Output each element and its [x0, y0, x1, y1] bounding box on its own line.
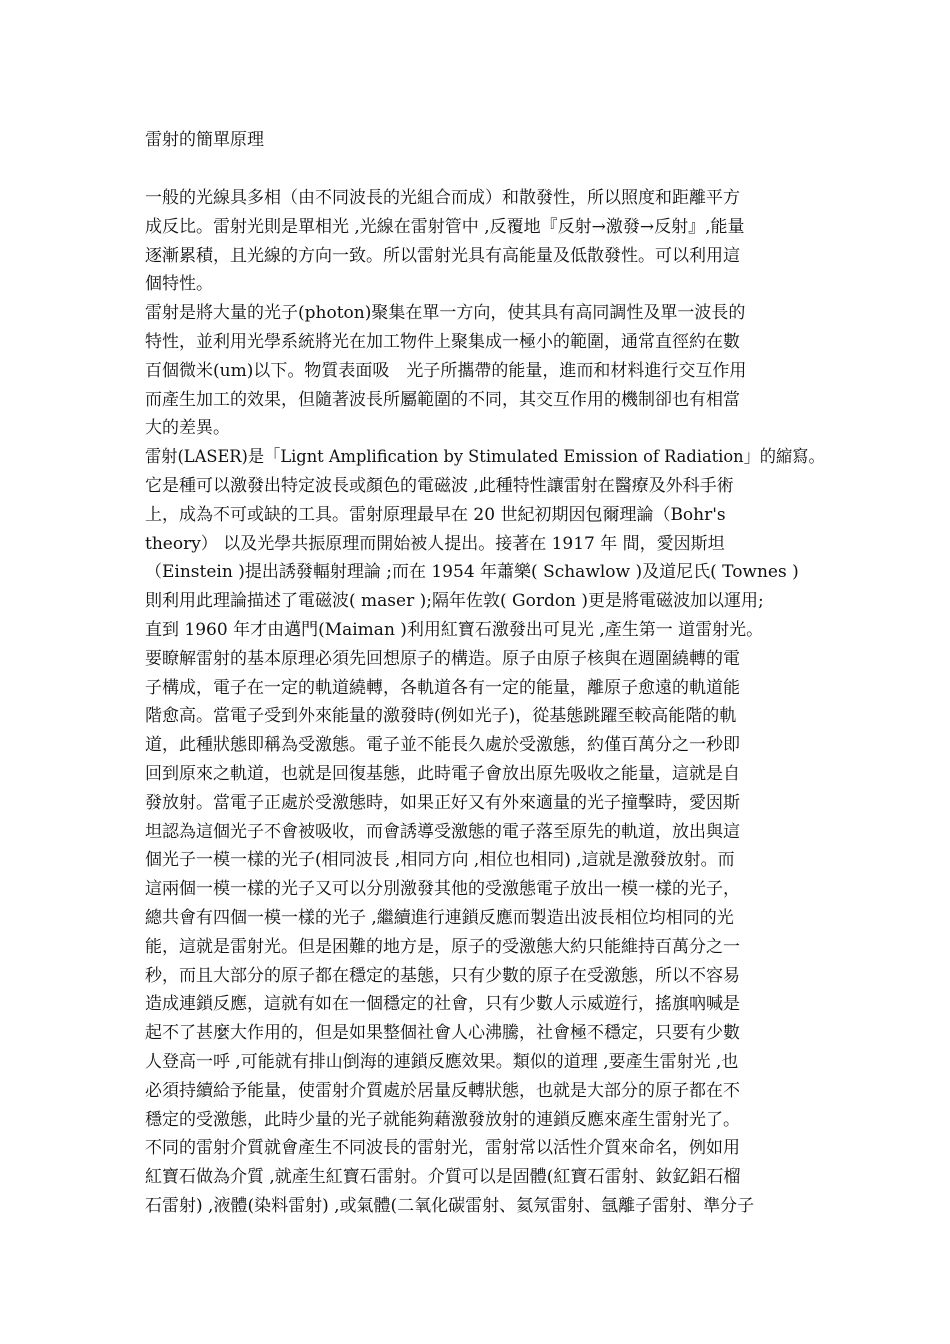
text-line: 起不了甚麼大作用的，但是如果整個社會人心沸騰，社會極不穩定，只要有少數	[145, 1023, 740, 1044]
text-line: 這兩個一模一樣的光子又可以分別激發其他的受激態電子放出一模一樣的光子，	[145, 879, 740, 900]
text-line: 人登高一呼 ,可能就有排山倒海的連鎖反應效果。類似的道理 ,要產生雷射光 ,也	[145, 1051, 739, 1072]
text-line: 總共會有四個一模一樣的光子 ,繼續進行連鎖反應而製造出波長相位均相同的光	[145, 907, 734, 928]
text-line: 子構成，電子在一定的軌道繞轉，各軌道各有一定的能量，離原子愈遠的軌道能	[145, 677, 740, 698]
text-line: 逐漸累積，且光線的方向一致。所以雷射光具有高能量及低散發性。可以利用這	[145, 245, 740, 266]
text-line: 發放射。當電子正處於受激態時，如果正好又有外來適量的光子撞擊時，愛因斯	[145, 792, 740, 813]
text-line: 則利用此理論描述了電磁波( maser );隔年佐敦( Gordon )更是將電磁波加以運用;	[145, 591, 764, 612]
text-line: 雷射是將大量的光子(photon)聚集在單一方向，使其具有高同調性及單一波長的	[145, 303, 746, 324]
text-line: 秒，而且大部分的原子都在穩定的基態，只有少數的原子在受激態，所以不容易	[145, 965, 740, 986]
text-line: 個光子一模一樣的光子(相同波長 ,相同方向 ,相位也相同) ,這就是激發放射。而	[145, 850, 735, 871]
text-line: 它是種可以激發出特定波長或顏色的電磁波 ,此種特性讓雷射在醫療及外科手術	[145, 475, 734, 496]
text-line: 個特性。	[145, 274, 213, 295]
text-line: 必須持續給予能量，使雷射介質處於居量反轉狀態，也就是大部分的原子都在不	[145, 1080, 740, 1101]
text-line: 不同的雷射介質就會產生不同波長的雷射光，雷射常以活性介質來命名，例如用	[145, 1138, 740, 1159]
text-line: 穩定的受激態，此時少量的光子就能夠藉激發放射的連鎖反應來產生雷射光了。	[145, 1109, 740, 1130]
text-line: 大的差異。	[145, 418, 230, 439]
document-text	[145, 184, 825, 1221]
text-line: 上，成為不可或缺的工具。雷射原理最早在 20 世紀初期因包爾理論（Bohr's	[145, 504, 726, 525]
text-line: 回到原來之軌道，也就是回復基態，此時電子會放出原先吸收之能量，這就是自	[145, 763, 740, 784]
text-line: 造成連鎖反應，這就有如在一個穩定的社會，只有少數人示威遊行，搖旗吶喊是	[145, 994, 740, 1015]
text-line: （Einstein )提出誘發輻射理論 ;而在 1954 年蕭樂( Schawlow )及道尼氏( Townes )	[145, 562, 799, 583]
text-line: theory） 以及光學共振原理而開始被人提出。接著在 1917 年 間，愛因斯坦	[145, 533, 725, 554]
text-line: 成反比。雷射光則是單相光 ,光線在雷射管中 ,反覆地『反射→激發→反射』,能量	[145, 216, 745, 237]
text-line: 一般的光線具多相（由不同波長的光組合而成）和散發性，所以照度和距離平方	[145, 188, 740, 208]
document-title: 雷射的簡單原理	[145, 130, 264, 150]
text-line: 階愈高。當電子受到外來能量的激發時(例如光子)，從基態跳躍至較高能階的軌	[145, 706, 737, 727]
text-line: 百個微米(um)以下。物質表面吸 光子所攜帶的能量，進而和材料進行交互作用	[145, 360, 747, 381]
text-line: 能，這就是雷射光。但是困難的地方是，原子的受激態大約只能維持百萬分之一	[145, 936, 740, 957]
text-line: 直到 1960 年才由邁門(Maiman )利用紅寶石激發出可見光 ,產生第一 道雷射光。	[145, 619, 764, 640]
text-line: 而產生加工的效果，但隨著波長所屬範圍的不同，其交互作用的機制卻也有相當	[145, 389, 740, 410]
text-line: 道，此種狀態即稱為受激態。電子並不能長久處於受激態，約僅百萬分之一秒即	[145, 735, 740, 756]
document-body	[145, 126, 825, 1221]
text-line: 坦認為這個光子不會被吸收，而會誘導受激態的電子落至原先的軌道，放出與這	[145, 821, 740, 842]
text-line: 石雷射) ,液體(染料雷射) ,或氣體(二氧化碳雷射、氦氖雷射、氬離子雷射、準分子	[145, 1195, 755, 1216]
text-line: 雷射(LASER)是「Lignt Amplification by Stimulated Emission of Radiation」的縮寫。	[145, 447, 825, 468]
text-line: 紅寶石做為介質 ,就產生紅寶石雷射。介質可以是固體(紅寶石雷射、釹釔鋁石榴	[145, 1167, 741, 1188]
text-line: 特性，並利用光學系統將光在加工物件上聚集成一極小的範圍，通常直徑約在數	[145, 331, 740, 352]
text-line: 要瞭解雷射的基本原理必須先回想原子的構造。原子由原子核與在週圍繞轉的電	[145, 648, 740, 669]
